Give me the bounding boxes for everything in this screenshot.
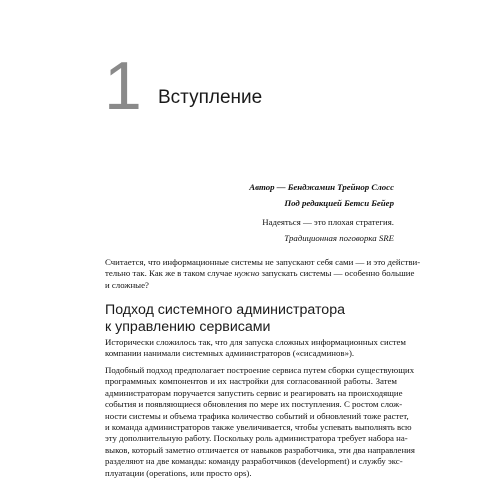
paragraph-approach [105,365,415,479]
text-fragment: запускать системы — особенно большие [259,268,415,279]
text-line [105,268,415,279]
section-heading-line: к управлению сервисами [105,319,271,335]
text-line: и команда администраторов также увеличивается, чтобы успевать выполнять всю [105,422,412,433]
text-line: Подобный подход предполагает построение сервиса путем сборки существующих [105,365,415,375]
epigraph [262,214,394,246]
text-line: эту дополнительную работу. Поскольку роль администратора требует набора на- [105,433,408,444]
epigraph-quote: Надеяться — это плохая стратегия. [262,217,394,227]
emphasized-word: нужно [234,268,260,279]
text-line: программных компонентов и их настройки для согласованной работы. Затем [105,376,397,387]
text-line: выков, который заметно отличается от навыков разработчика, эти два направления [105,444,415,455]
paragraph-history [105,337,406,360]
text-fragment: тельно так. Как же в таком случае [105,268,235,279]
chapter-authors [249,179,394,211]
text-line: ности системы и объема трафика количество событий и обновлений тоже растет, [105,410,409,421]
chapter-title: Вступление [158,87,263,108]
text-line: и сложные? [105,279,149,290]
epigraph-source: Традиционная поговорка SRE [284,233,394,243]
intro-paragraph [105,257,421,291]
chapter-number: 1 [104,48,142,124]
text-line: администраторам поручается запустить сервис и реагировать на происходящие [105,387,403,398]
section-heading-line: Подход системного администратора [105,302,345,318]
text-line: разделяют на две команды: команду разработчиков (development) и службу экс- [105,456,403,467]
text-line: плуатации (operations, или просто ops). [105,467,252,478]
text-line: компании нанимали системных администраторов («сисадминов»). [105,348,355,359]
text-line: Считается, что информационные системы не запускают себя сами — и это действи- [105,257,421,267]
editor-line: Под редакцией Бетси Бейер [284,198,394,208]
section-heading [105,302,345,336]
text-line: события и появляющиеся обновления по мере их поступления. С ростом слож- [105,399,403,410]
text-line: Исторически сложилось так, что для запуска сложных информационных систем [105,337,406,347]
author-line: Автор — Бенджамин Трейнор Слосс [249,182,394,192]
